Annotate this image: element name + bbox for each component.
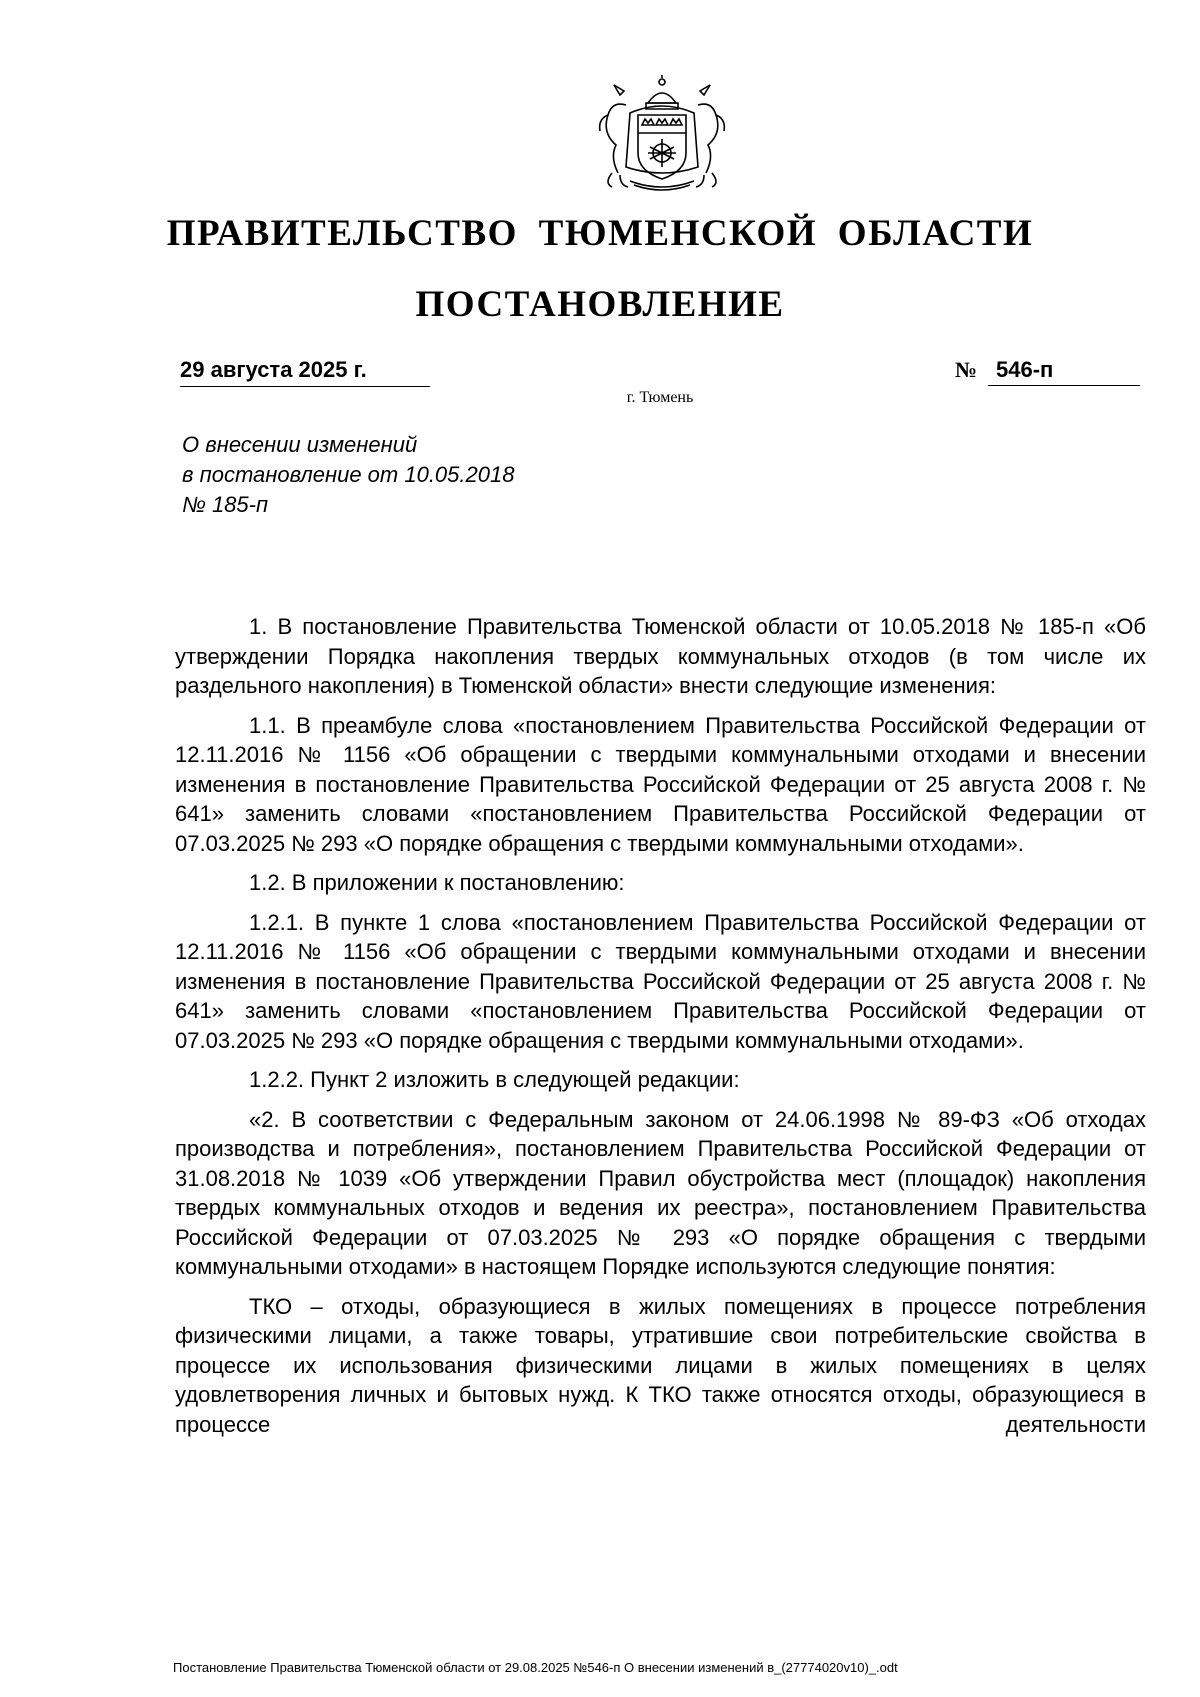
body-paragraph: «2. В соответствии с Федеральным законом от 24.06.1998 № 89-ФЗ «Об отходах производства и потребления», постановлением Правительства Российской Федерации от 31.08.2018 № 1039 «Об утверждении Правил обустройства мест (площадок) накопления твердых коммунальных отходов и ведения их реестра», постановлением Правительства Российской Федерации от 07.03.2025 № 293 «О порядке обращения с твердыми коммунальными отходами» в настоящем Порядке используются следующие понятия: [175,1106,1146,1279]
city-name: г. Тюмень [626,389,694,406]
body-paragraph: 1.2.2. Пункт 2 изложить в следующей редакции: [249,1067,740,1092]
coat-of-arms-emblem [590,75,735,195]
body-paragraph: 1.2. В приложении к постановлению: [249,870,625,895]
document-date: 29 августа 2025 г. [180,356,430,387]
document-body [175,612,1146,1449]
government-title: ПРАВИТЕЛЬСТВО ТЮМЕНСКОЙ ОБЛАСТИ [166,213,1034,254]
document-number: 546-п [988,356,1140,386]
document-number-block [955,356,1140,386]
body-paragraph: 1. В постановление Правительства Тюменской области от 10.05.2018 № 185-п «Об утверждении Порядка накопления твердых коммунальных отходов (в том числе их раздельного накопления) в Тюменской области» внести следующие изменения: [175,614,1146,698]
body-paragraph: 1.1. В преамбуле слова «постановлением Правительства Российской Федерации от 12.11.2016 № 1156 «Об обращении с твердыми коммунальными отходами и внесении изменения в постановление Правительства Российской Федерации от 25 августа 2008 г. № 641» заменить словами «постановлением Правительства Российской Федерации от 07.03.2025 № 293 «О порядке обращения с твердыми коммунальными отходами». [175,712,1146,856]
subject-line: в постановление от 10.05.2018 [182,462,515,487]
footer-filename: Постановление Правительства Тюменской области от 29.08.2025 №546-п О внесении изменений в_(27774020v10)_.odt [173,1660,898,1675]
subject-line: О внесении изменений [182,432,418,457]
body-paragraph: ТКО – отходы, образующиеся в жилых помещениях в процессе потребления физическими лицами, а также товары, утратившие свои потребительские свойства в процессе их использования физическими лицами в жилых помещениях в целях удовлетворения личных и бытовых нужд. К ТКО также относятся отходы, образующиеся в процессе деятельности [175,1293,1146,1437]
body-paragraph: 1.2.1. В пункте 1 слова «постановлением Правительства Российской Федерации от 12.11.2016 № 1156 «Об обращении с твердыми коммунальными отходами и внесении изменения в постановление Правительства Российской Федерации от 25 августа 2008 г. № 641» заменить словами «постановлением Правительства Российской Федерации от 07.03.2025 № 293 «О порядке обращения с твердыми коммунальными отходами». [175,909,1146,1053]
document-subject [182,430,514,520]
document-type-heading: ПОСТАНОВЛЕНИЕ [415,284,785,325]
subject-line: № 185-п [182,492,269,517]
number-sign: № [955,357,978,382]
